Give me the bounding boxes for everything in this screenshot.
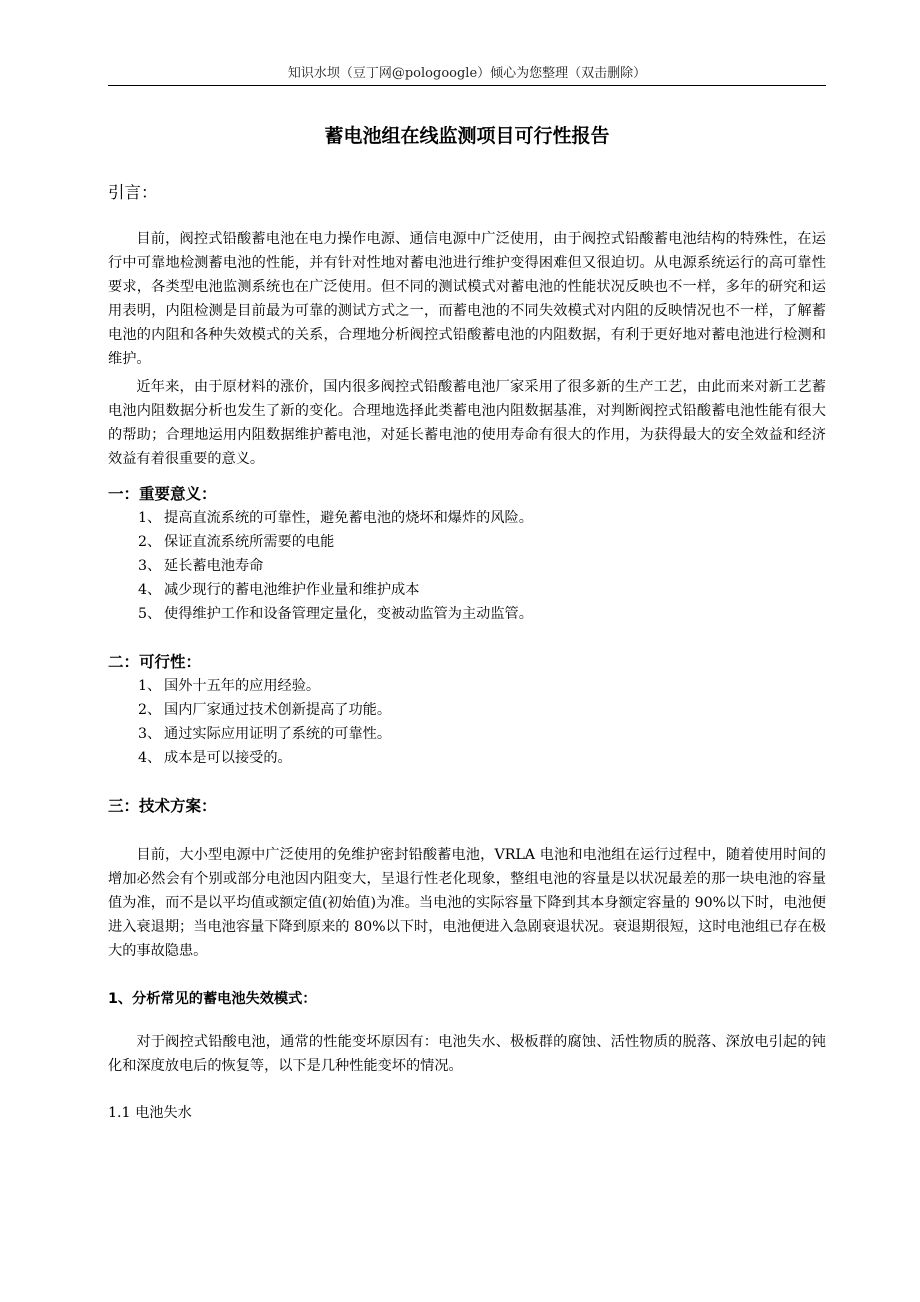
list-item <box>108 554 826 578</box>
list-item-number: 3、 <box>138 726 162 742</box>
list-item-number: 3、 <box>138 558 162 574</box>
intro-paragraph-1 <box>108 227 826 371</box>
header-divider <box>108 85 826 86</box>
section2-list <box>108 674 826 770</box>
list-item-text: 使得维护工作和设备管理定量化，变被动监管为主动监管。 <box>164 606 533 622</box>
list-item <box>108 746 826 770</box>
list-item-number: 2、 <box>138 702 162 718</box>
section2-list-wrapper <box>108 674 826 770</box>
list-item-text: 提高直流系统的可靠性，避免蓄电池的烧坏和爆炸的风险。 <box>164 510 533 526</box>
document-title: 蓄电池组在线监测项目可行性报告 <box>324 125 610 147</box>
section1-heading: 一：重要意义： <box>108 485 217 503</box>
list-item-text: 国外十五年的应用经验。 <box>164 678 321 694</box>
list-item-text: 通过实际应用证明了系统的可靠性。 <box>164 726 392 742</box>
list-item <box>108 602 826 626</box>
list-item-number: 4、 <box>138 750 162 766</box>
section3-heading: 三：技术方案： <box>108 797 217 815</box>
list-item <box>108 722 826 746</box>
list-item-text: 国内厂家通过技术创新提高了功能。 <box>164 702 392 718</box>
section3-paragraph-text: 目前，大小型电源中广泛使用的免维护密封铅酸蓄电池，VRLA 电池和电池组在运行过程中，随着使用时间的增加必然会有个别或部分电池因内阻变大，呈退行性老化现象，整组电池的容量是以状况最差的那一块电池的容量值为准，而不是以平均值或额定值(初始值)为准。当电池的实际容量下降到其本身额定容量的 90%以下时，电池便进入衰退期；当电池容量下降到原来的 80%以下时，电池便进入急剧衰退状况。衰退期很短，这时电池组已存在极大的事故隐患。 <box>108 847 826 959</box>
intro-paragraph-2 <box>108 375 826 471</box>
intro-heading: 引言： <box>108 183 158 202</box>
subsection1-paragraph-text: 对于阀控式铅酸电池，通常的性能变坏原因有：电池失水、极板群的腐蚀、活性物质的脱落、深放电引起的钝化和深度放电后的恢复等，以下是几种性能变坏的情况。 <box>108 1034 826 1074</box>
intro-paragraph-2-text: 近年来，由于原材料的涨价，国内很多阀控式铅酸蓄电池厂家采用了很多新的生产工艺，由此而来对新工艺蓄电池内阻数据分析也发生了新的变化。合理地选择此类蓄电池内阻数据基准，对判断阀控式铅酸蓄电池性能有很大的帮助；合理地运用内阻数据维护蓄电池，对延长蓄电池的使用寿命有很大的作用，为获得最大的安全效益和经济效益有着很重要的意义。 <box>108 379 826 467</box>
section3-paragraph <box>108 843 826 963</box>
list-item-text: 延长蓄电池寿命 <box>164 558 264 574</box>
list-item-number: 5、 <box>138 606 162 622</box>
subsection1-heading: 1、分析常见的蓄电池失效模式： <box>108 991 317 1007</box>
subsection-1-1-heading: 1.1 电池失水 <box>108 1105 192 1121</box>
list-item-text: 保证直流系统所需要的电能 <box>164 534 335 550</box>
list-item-number: 4、 <box>138 582 162 598</box>
list-item <box>108 578 826 602</box>
list-item <box>108 674 826 698</box>
list-item <box>108 530 826 554</box>
section1-list-wrapper <box>108 506 826 626</box>
intro-paragraph-1-text: 目前，阀控式铅酸蓄电池在电力操作电源、通信电源中广泛使用，由于阀控式铅酸蓄电池结构的特殊性，在运行中可靠地检测蓄电池的性能，并有针对性地对蓄电池进行维护变得困难但又很迫切。从电源系统运行的高可靠性要求，各类型电池监测系统也在广泛使用。但不同的测试模式对蓄电池的性能状况反映也不一样，多年的研究和运用表明，内阻检测是目前最为可靠的测试方式之一，而蓄电池的不同失效模式对内阻的反映情况也不一样，了解蓄电池的内阻和各种失效模式的关系，合理地分析阀控式铅酸蓄电池的内阻数据，有利于更好地对蓄电池进行检测和维护。 <box>108 231 826 367</box>
list-item-number: 1、 <box>138 678 162 694</box>
list-item-text: 成本是可以接受的。 <box>164 750 292 766</box>
section2-heading: 二：可行性： <box>108 653 202 671</box>
list-item <box>108 698 826 722</box>
list-item-text: 减少现行的蓄电池维护作业量和维护成本 <box>164 582 420 598</box>
subsection1-paragraph <box>108 1030 826 1078</box>
list-item <box>108 506 826 530</box>
page-header: 知识水坝（豆丁网@pologoogle）倾心为您整理（双击删除） <box>287 66 647 81</box>
section1-list <box>108 506 826 626</box>
list-item-number: 1、 <box>138 510 162 526</box>
list-item-number: 2、 <box>138 534 162 550</box>
